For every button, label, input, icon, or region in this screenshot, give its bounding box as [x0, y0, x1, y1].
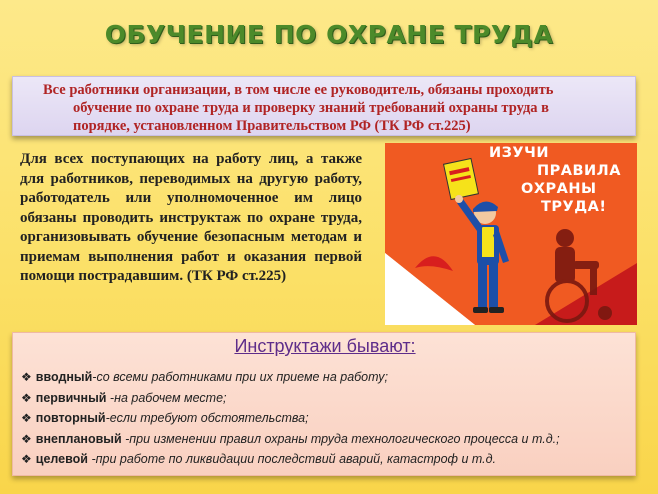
poster-text-line-3: ОХРАНЫ — [521, 181, 597, 197]
item-term: вводный — [35, 370, 93, 384]
item-term: целевой — [35, 452, 88, 466]
list-item — [21, 408, 560, 429]
diamond-bullet-icon: ❖ — [21, 411, 32, 425]
instructions-box — [12, 332, 636, 476]
item-term: внеплановый — [35, 431, 122, 446]
list-item — [21, 429, 560, 450]
notice-line-2: обучение по охране труда и проверку знаний требований охраны труда в — [73, 100, 549, 116]
notice-box — [12, 76, 636, 136]
poster-text-line-4: ТРУДА! — [541, 199, 607, 215]
poster-text-line-1: ИЗУЧИ — [489, 145, 549, 161]
notice-line-1: Все работники организации, в том числе ее руководитель, обязаны проходить — [43, 82, 554, 98]
item-term: повторный — [35, 411, 106, 425]
diamond-bullet-icon: ❖ — [21, 370, 32, 384]
item-description: -при работе по ликвидации последствий аварий, катастроф и т.д. — [87, 452, 497, 466]
diamond-bullet-icon: ❖ — [21, 431, 32, 446]
item-description: -если требуют обстоятельства; — [105, 411, 309, 425]
notice-line-3: порядке, установленном Правительством РФ (ТК РФ ст.225) — [73, 118, 471, 134]
item-description: -со всеми работниками при их приеме на работу; — [92, 370, 388, 384]
instructions-title: Инструктажи бывают: — [234, 336, 416, 356]
safety-poster — [385, 143, 637, 325]
instructions-list — [21, 367, 560, 470]
list-item — [21, 388, 560, 409]
list-item — [21, 367, 560, 388]
poster-text-line-2: ПРАВИЛА — [537, 163, 621, 179]
item-description: -на рабочем месте; — [106, 390, 227, 405]
item-term: первичный — [35, 390, 107, 405]
item-description: -при изменении правил охраны труда технологического процесса и т.д.; — [121, 431, 560, 446]
diamond-bullet-icon: ❖ — [21, 390, 32, 405]
main-paragraph: Для всех поступающих на работу лиц, а также для работников, переводимых на другую работу, работодатель или уполномоченное им лицо обязаны проводить инструктаж по охране труда, организовывать обучение безопасным методам и приемам выполнения работ и оказания первой помощи пострадавшим. (ТК РФ ст.225) — [20, 151, 362, 284]
list-item — [21, 449, 560, 470]
diamond-bullet-icon: ❖ — [21, 452, 32, 466]
page-title: ОБУЧЕНИЕ ПО ОХРАНЕ ТРУДА — [104, 20, 554, 49]
